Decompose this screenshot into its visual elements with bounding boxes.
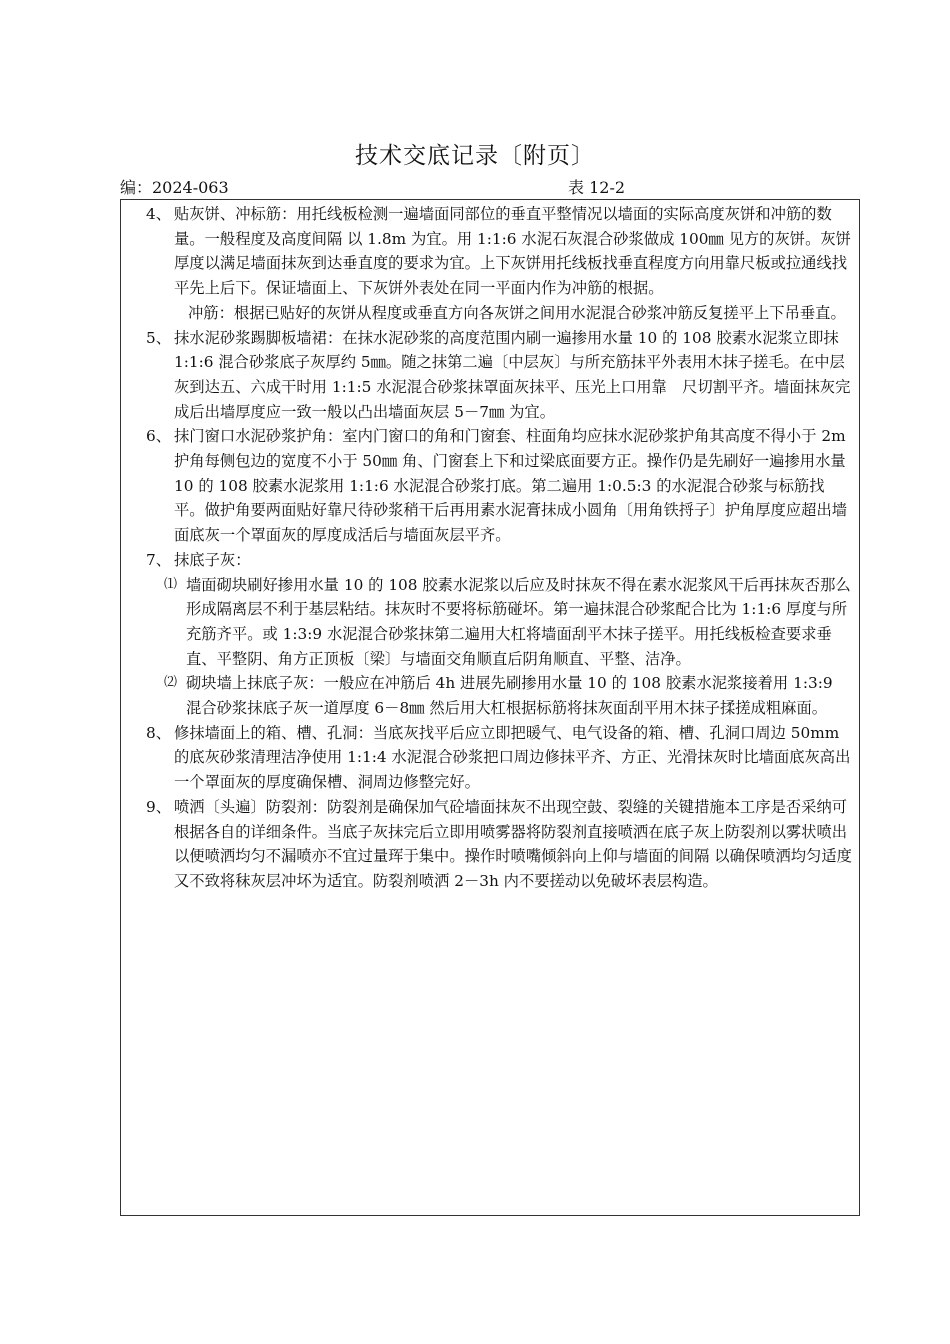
item-extra-text: 冲筋：根据已贴好的灰饼从程度或垂直方向各灰饼之间用水泥混合砂浆冲筋反复搓平上下吊垂直。 bbox=[188, 303, 846, 322]
item-text: 抹门窗口水泥砂浆护角：室内门窗口的角和门窗套、柱面角均应抹水泥砂浆护角其高度不得小于 2m 护角每侧包边的宽度不小于 50㎜ 角、门窗套上下和过梁底面要方正。操作仍是先刷好一遍掺用水量 10 的 108 胶素水泥浆用 1:1:6 水泥混合砂浆打底。第二遍用 1:0.5:3 的水泥混合砂浆与标筋找平。做护角要两面贴好靠尺待砂浆稍干后再用素水泥膏抹成小圆角〔用角铁捋子〕护角厚度应超出墙面底灰一个罩面灰的厚度成活后与墙面灰层平齐。 bbox=[174, 427, 848, 545]
list-item bbox=[146, 326, 852, 425]
item-number: 8、 bbox=[146, 723, 172, 742]
item-text: 抹水泥砂浆踢脚板墙裙：在抹水泥砂浆的高度范围内刷一遍掺用水量 10 的 108 胶素水泥浆立即抹 1:1:6 混合砂浆底子灰厚约 5㎜。随之抹第二遍〔中层灰〕与所充筋抹平外表用木抹子搓毛。在中层灰到达五、六成干时用 1:1:5 水泥混合砂浆抹罩面灰抹平、压光上口用靠 尺切割平齐。墙面抹灰完成后出墙厚度应一致一般以凸出墙面灰层 5－7㎜ 为宜。 bbox=[174, 328, 851, 421]
list-item bbox=[146, 202, 852, 326]
page-title: 技术交底记录〔附页〕 bbox=[355, 143, 595, 169]
sub-item-text: 砌块墙上抹底子灰：一般应在冲筋后 4h 进展先刷掺用水量 10 的 108 胶素水泥浆接着用 1:3:9 混合砂浆抹底子灰一道厚度 6－8㎜ 然后用大杠根据标筋将抹灰面刮平用木抹子揉搓成粗麻面。 bbox=[186, 674, 833, 718]
item-number: 7、 bbox=[146, 550, 172, 569]
item-number: 9、 bbox=[146, 797, 172, 816]
item-number: 6、 bbox=[146, 427, 172, 446]
item-number: 4、 bbox=[146, 205, 172, 223]
list-item bbox=[146, 795, 852, 894]
table-number: 表 12-2 bbox=[568, 178, 626, 197]
list-item bbox=[146, 548, 852, 573]
item-text: 贴灰饼、冲标筋：用托线板检测一遍墙面同部位的垂直平整情况以墙面的实际高度灰饼和冲筋的数量。一般程度及高度间隔 以 1.8m 为宜。用 1:1:6 水泥石灰混合砂浆做成 100㎜ 见方的灰饼。灰饼厚度以满足墙面抹灰到达垂直度的要求为宜。上下灰饼用托线板找垂直程度方向用靠尺板或拉通线找平先上后下。保证墙面上、下灰饼外表处在同一平面内作为冲筋的根据。 bbox=[174, 205, 851, 298]
list-item bbox=[146, 424, 852, 548]
document-code: 编：2024-063 bbox=[120, 178, 229, 197]
sub-item bbox=[146, 671, 852, 720]
sub-item-number: ⑴ bbox=[164, 576, 178, 592]
document-body bbox=[146, 202, 852, 894]
sub-item bbox=[146, 573, 852, 672]
sub-item-text: 墙面砌块刷好掺用水量 10 的 108 胶素水泥浆以后应及时抹灰不得在素水泥浆风干后再抹灰否那么形成隔离层不利于基层粘结。抹灰时不要将标筋碰坏。第一遍抹混合砂浆配合比为 1:1:6 厚度与所充筋齐平。或 1:3:9 水泥混合砂浆抹第二遍用大杠将墙面刮平木抹子搓平。用托线板检查要求垂直、平整阴、角方正顶板〔梁〕与墙面交角顺直后阴角顺直、平整、洁净。 bbox=[186, 575, 851, 668]
item-subparagraph bbox=[174, 301, 852, 326]
list-item bbox=[146, 721, 852, 795]
item-text: 喷洒〔头遍〕防裂剂：防裂剂是确保加气砼墙面抹灰不出现空鼓、裂缝的关键措施本工序是否采纳可根据各自的详细条件。当底子灰抹完后立即用喷雾器将防裂剂直接喷洒在底子灰上防裂剂以雾状喷出以便喷洒均匀不漏喷亦不宜过量珲于集中。操作时喷嘴倾斜向上仰与墙面的间隔 以确保喷洒均匀适度又不致将秣灰层冲坏为适宜。防裂剂喷洒 2－3h 内不要搓动以免破坏表层构造。 bbox=[174, 797, 852, 890]
sub-item-number: ⑵ bbox=[164, 675, 178, 691]
item-text: 修抹墙面上的箱、槽、孔洞：当底灰找平后应立即把暖气、电气设备的箱、槽、孔洞口周边 50mm 的底灰砂浆清理洁净使用 1:1:4 水泥混合砂浆把口周边修抹平齐、方正、光滑抹灰时比墙面底灰高出一个罩面灰的厚度确保槽、洞周边修整完好。 bbox=[174, 723, 851, 792]
item-number: 5、 bbox=[146, 328, 172, 347]
item-text: 抹底子灰： bbox=[174, 550, 251, 569]
